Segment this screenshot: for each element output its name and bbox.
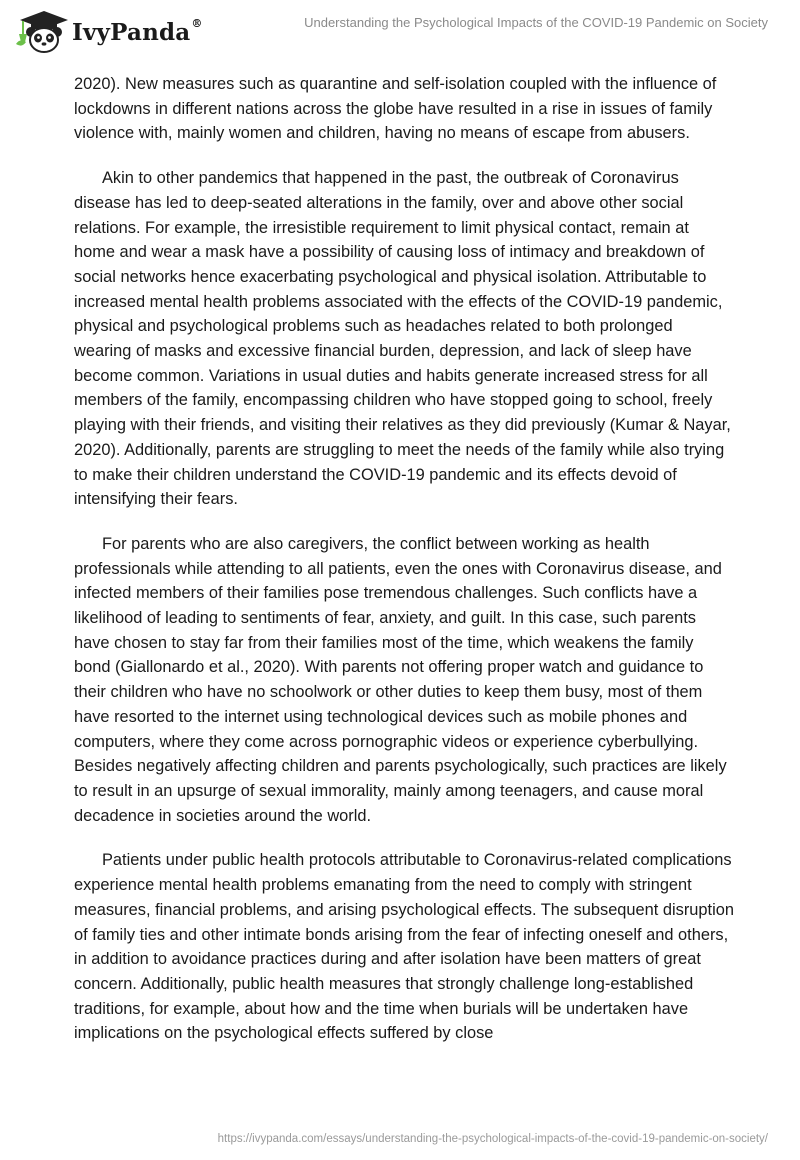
page-header bbox=[0, 0, 800, 60]
brand-name: IvyPanda® bbox=[72, 16, 203, 46]
paragraph-4: Patients under public health protocols attributable to Coronavirus-related complications experience mental health problems emanating from the need to comply with stringent measures, financial problems, and arising psychological effects. The subsequent disruption of family ties and other intimate bonds arising from the fear of infecting oneself and others, in addition to avoidance practices during and after isolation have been matters of great concern. Additionally, public health measures that strongly challenge long-established traditions, for example, about how and the time when burials will be undertaken have implications on the psychological effects suffered by close bbox=[74, 851, 734, 1043]
paragraph-1: 2020). New measures such as quarantine and self-isolation coupled with the influence of lockdowns in different nations across the globe have resulted in a rise in issues of family violence with, mainly women and children, having no means of escape from abusers. bbox=[74, 75, 717, 143]
paragraph-2: Akin to other pandemics that happened in the past, the outbreak of Coronavirus disease has led to deep-seated alterations in the family, over and above other social relations. For example, the irresistible requirement to limit physical contact, remain at home and wear a mask have a possibility of causing loss of intimacy and breakdown of social networks hence exacerbating psychological and physical isolation. Attributable to increased mental health problems associated with the effects of the COVID-19 pandemic, physical and psychological problems such as headaches related to both prolonged wearing of masks and excessive financial burden, depression, and lack of sleep have become common. Variations in usual duties and habits generate increased stress for all members of the family, encompassing children who have stopped going to school, freely playing with their friends, and visiting their relatives as they did previously (Kumar & Nayar, 2020). Additionally, parents are struggling to meet the needs of the family while also trying to make their children understand the COVID-19 pandemic and its effects devoid of intensifying their fears. bbox=[74, 169, 731, 509]
document-title: Understanding the Psychological Impacts of the COVID-19 Pandemic on Society bbox=[304, 15, 768, 30]
panda-graduate-logo-icon bbox=[14, 10, 70, 54]
paragraph-3: For parents who are also caregivers, the conflict between working as health professionals while attending to all patients, even the ones with Coronavirus disease, and infected members of their families pose tremendous challenges. Such conflicts have a likelihood of leading to sentiments of fear, anxiety, and guilt. In this case, such parents have chosen to stay far from their families most of the time, which weakens the family bond (Giallonardo et al., 2020). With parents not offering proper watch and guidance to their children who have no schoolwork or other duties to keep them busy, most of them have resorted to the internet using technological devices such as mobile phones and computers, where they come across pornographic videos or experience cyberbullying. Besides negatively affecting children and parents psychologically, such practices are likely to result in an upsurge of sexual immorality, mainly among teenagers, and cause moral decadence in societies around the world. bbox=[74, 534, 727, 825]
essay-body bbox=[74, 72, 734, 1066]
source-url[interactable]: https://ivypanda.com/essays/understanding-the-psychological-impacts-of-the-covid-19-pandemic-on-society/ bbox=[217, 1133, 768, 1145]
ivypanda-logo[interactable] bbox=[14, 10, 203, 54]
